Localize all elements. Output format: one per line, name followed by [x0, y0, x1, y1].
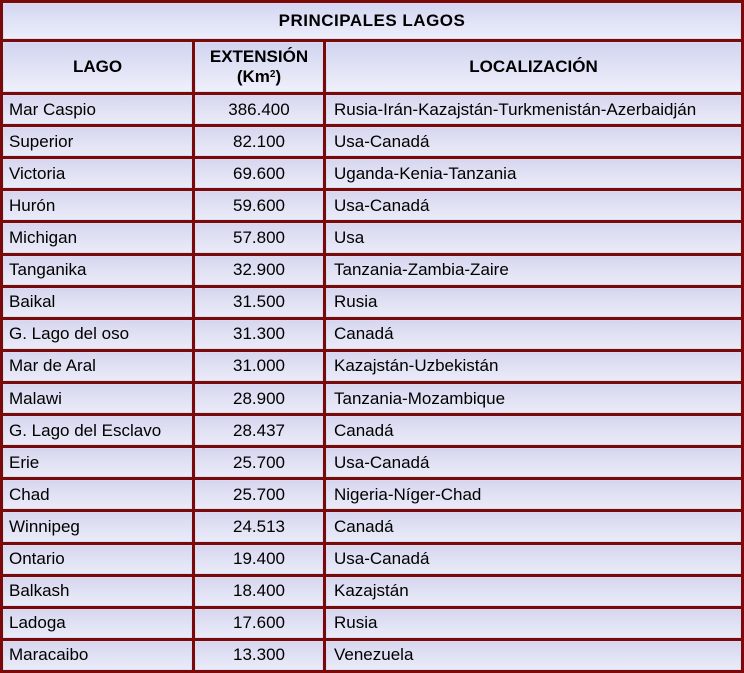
table-row [3, 95, 741, 124]
lake-name-cell: Victoria [3, 159, 192, 188]
table-row [3, 641, 741, 670]
lake-name-cell: Malawi [3, 384, 192, 413]
lake-name-cell: G. Lago del oso [3, 320, 192, 349]
table-row [3, 223, 741, 252]
lake-location-cell: Nigeria-Níger-Chad [326, 480, 741, 509]
lake-name-cell: Hurón [3, 191, 192, 220]
lake-name-cell: Ontario [3, 545, 192, 574]
lake-location-cell: Tanzania-Zambia-Zaire [326, 256, 741, 285]
column-header-lake: LAGO [3, 42, 192, 92]
column-header-area-label: EXTENSIÓN [209, 47, 309, 66]
table-row [3, 127, 741, 156]
lake-area-cell: 31.300 [195, 320, 323, 349]
lake-area-cell: 19.400 [195, 545, 323, 574]
lake-area-cell: 386.400 [195, 95, 323, 124]
lake-location-cell: Usa-Canadá [326, 545, 741, 574]
table-row [3, 191, 741, 220]
lake-area-cell: 17.600 [195, 609, 323, 638]
lake-area-cell: 25.700 [195, 448, 323, 477]
column-header-area-unit: (Km [236, 67, 270, 86]
lake-location-cell: Kazajstán-Uzbekistán [326, 352, 741, 381]
column-header-area [195, 42, 323, 92]
lake-name-cell: Maracaibo [3, 641, 192, 670]
lake-area-cell: 28.437 [195, 416, 323, 445]
lake-name-cell: Michigan [3, 223, 192, 252]
table-row [3, 256, 741, 285]
lake-location-cell: Tanzania-Mozambique [326, 384, 741, 413]
lake-location-cell: Canadá [326, 416, 741, 445]
table-row [3, 480, 741, 509]
lake-name-cell: Baikal [3, 288, 192, 317]
lake-location-cell: Usa-Canadá [326, 448, 741, 477]
lake-area-cell: 31.500 [195, 288, 323, 317]
lake-area-cell: 18.400 [195, 577, 323, 606]
table-row [3, 577, 741, 606]
lake-location-cell: Rusia [326, 609, 741, 638]
lake-name-cell: Tanganika [3, 256, 192, 285]
lake-location-cell: Rusia [326, 288, 741, 317]
lake-location-cell: Canadá [326, 512, 741, 541]
lake-location-cell: Usa-Canadá [326, 191, 741, 220]
lake-name-cell: Winnipeg [3, 512, 192, 541]
table-row [3, 609, 741, 638]
lake-area-cell: 13.300 [195, 641, 323, 670]
lake-name-cell: Mar de Aral [3, 352, 192, 381]
lake-area-cell: 32.900 [195, 256, 323, 285]
table-row [3, 384, 741, 413]
table-row [3, 159, 741, 188]
lake-location-cell: Usa-Canadá [326, 127, 741, 156]
lake-area-cell: 28.900 [195, 384, 323, 413]
lake-name-cell: Chad [3, 480, 192, 509]
column-header-location: LOCALIZACIÓN [326, 42, 741, 92]
column-header-area-unit-close: ) [275, 67, 282, 86]
lake-name-cell: Mar Caspio [3, 95, 192, 124]
lake-name-cell: Ladoga [3, 609, 192, 638]
lake-area-cell: 82.100 [195, 127, 323, 156]
table-row [3, 512, 741, 541]
lake-name-cell: Balkash [3, 577, 192, 606]
lake-location-cell: Kazajstán [326, 577, 741, 606]
lake-location-cell: Usa [326, 223, 741, 252]
lake-name-cell: Superior [3, 127, 192, 156]
lake-name-cell: G. Lago del Esclavo [3, 416, 192, 445]
table-row [3, 416, 741, 445]
column-header-area-unit-exponent: 2 [269, 69, 276, 80]
table-body [3, 95, 741, 670]
table-row [3, 320, 741, 349]
lake-area-cell: 57.800 [195, 223, 323, 252]
lake-area-cell: 24.513 [195, 512, 323, 541]
lake-area-cell: 31.000 [195, 352, 323, 381]
table-title: PRINCIPALES LAGOS [3, 3, 741, 39]
lake-location-cell: Uganda-Kenia-Tanzania [326, 159, 741, 188]
lake-location-cell: Venezuela [326, 641, 741, 670]
table-row [3, 352, 741, 381]
lake-location-cell: Canadá [326, 320, 741, 349]
lake-location-cell: Rusia-Irán-Kazajstán-Turkmenistán-Azerbaidján [326, 95, 741, 124]
lake-area-cell: 59.600 [195, 191, 323, 220]
table-row [3, 448, 741, 477]
lake-name-cell: Erie [3, 448, 192, 477]
lake-area-cell: 69.600 [195, 159, 323, 188]
table-row [3, 545, 741, 574]
table-row [3, 288, 741, 317]
lake-area-cell: 25.700 [195, 480, 323, 509]
